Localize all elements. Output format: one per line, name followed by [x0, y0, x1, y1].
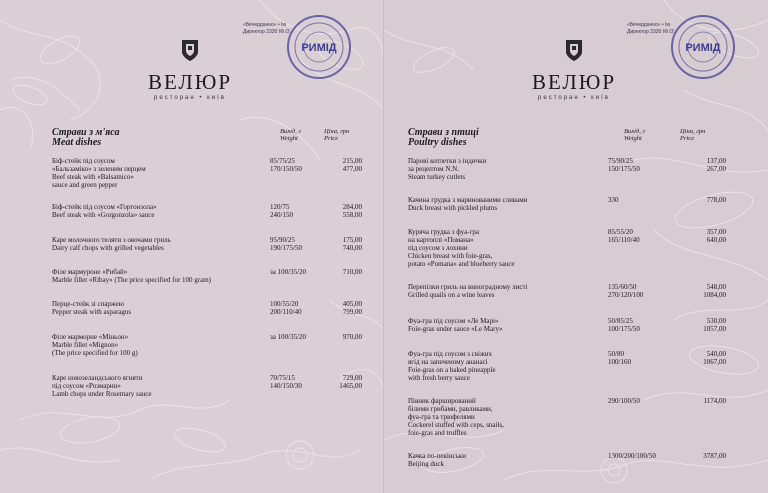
menu-item-text: 1465,00 [339, 382, 362, 390]
menu-item-text: 150/175/50 [608, 165, 640, 173]
menu-item-text: sauce and green pepper [52, 181, 118, 189]
menu-item-text: Півник фарширований [408, 397, 476, 405]
menu-page-poultry [384, 0, 768, 493]
menu-item-text: 1067,00 [703, 358, 726, 366]
menu-item-text: Beef steak with «Gorgonzola» sauce [52, 211, 155, 219]
official-stamp [286, 14, 352, 80]
menu-item-text: 240/150 [270, 211, 293, 219]
menu-item-text: 290/100/50 [608, 397, 640, 405]
menu-item-text: 357,00 [706, 228, 726, 236]
menu-item-text: 70/75/15 [270, 374, 295, 382]
menu-item-text: 165/110/40 [608, 236, 640, 244]
menu-item-text: Dairy calf chops with grilled vegetables [52, 244, 164, 252]
menu-item-text: 970,00 [342, 333, 362, 341]
menu-item-text: Фуа-гра під соусом «Ле Марі» [408, 317, 499, 325]
section-title-en: Poultry dishes [408, 137, 467, 148]
menu-item-text: Duck breast with pickled plums [408, 204, 498, 212]
menu-item-text: Pepper steak with asparagus [52, 308, 132, 316]
menu-item [52, 236, 362, 252]
brand-tagline: ресторан • київ [538, 95, 610, 101]
menu-item [408, 317, 738, 333]
menu-item-text: «Бальзаміко» з зеленим перцем [52, 165, 146, 173]
weight-column-header: Вихід, г Weight [624, 128, 645, 142]
menu-item-text: 558,00 [342, 211, 362, 219]
menu-item-text: 50/80 [608, 350, 624, 358]
menu-item-text: Каре молочного теляти з овочами гриль [52, 236, 171, 244]
menu-item-text: 540,00 [706, 350, 726, 358]
menu-item-text: foie-gras and truffles [408, 429, 467, 437]
menu-item-text: 100/55/20 [270, 300, 299, 308]
menu-item [52, 203, 362, 219]
svg-text:РИМІД: РИМІД [301, 42, 337, 54]
menu-item-text: 1084,00 [703, 291, 726, 299]
price-column-header: Ціна, грн Price [324, 128, 350, 142]
section-title-en: Meat dishes [52, 137, 102, 148]
menu-item-text: 270/120/100 [608, 291, 644, 299]
menu-item [52, 268, 362, 284]
menu-item-text: 548,00 [706, 283, 726, 291]
menu-item [408, 350, 738, 382]
menu-item-text: 190/175/50 [270, 244, 302, 252]
menu-item-text: 75/90/25 [608, 157, 633, 165]
menu-item-text: ягід на запеченому ананасі [408, 358, 488, 366]
stamp-caption: «Вечерданно» • Ію Директор 3330 ІФ.ІЗ [627, 22, 674, 35]
menu-item-text: за 100/35/20 [270, 268, 307, 276]
menu-item-text: Філе марморне «Міньон» [52, 333, 129, 341]
brand-name: ВЕЛЮР [531, 70, 617, 94]
menu-item-text: 120/75 [270, 203, 290, 211]
menu-item-text: Біф-стейк під соусом «Горгонзола» [52, 203, 157, 211]
menu-item-text: Філе мармуроне «Рибай» [52, 268, 128, 276]
menu-item-text: за рецептом N.N. [408, 165, 459, 173]
section-header-poultry [408, 128, 718, 148]
menu-item-text: 330 [608, 196, 619, 204]
menu-item-text: 85/55/20 [608, 228, 633, 236]
menu-item-text: Cockerel stuffed with ceps, snails, [408, 421, 504, 429]
menu-item-text: 200/110/40 [270, 308, 302, 316]
menu-item-text: 799,00 [342, 308, 362, 316]
menu-item-text: 215,00 [342, 157, 362, 165]
menu-item-text: 135/60/50 [608, 283, 637, 291]
menu-item-text: Каре новозеландського ягняти [52, 374, 143, 382]
menu-item-text: 710,00 [342, 268, 362, 276]
menu-item-text: Foie-gras under sauce «Le Mary» [408, 325, 503, 333]
menu-item-text: potato «Pomana» and blueberry sauce [408, 260, 515, 268]
menu-item-text: Біф-стейк під соусом [52, 157, 115, 165]
menu-item-text: Foie-gras on a baked pineapple [408, 366, 496, 374]
menu-item-text: 175,00 [342, 236, 362, 244]
menu-item-text: 778,00 [706, 196, 726, 204]
menu-item-text: 1057,00 [703, 325, 726, 333]
menu-item-text: під соусом з лохини [408, 244, 468, 252]
menu-item-text: 1300/200/100/50 [608, 452, 656, 460]
menu-item [52, 333, 362, 357]
menu-item [52, 157, 362, 189]
crest-icon [179, 38, 201, 62]
section-header-meat [52, 128, 362, 148]
menu-item-text: Marble fillet «Ribay» (The price specified for 100 gram) [52, 276, 211, 284]
crest-icon [563, 38, 585, 62]
menu-item-text: Beijing duck [408, 460, 444, 468]
menu-item-text: Качина грудка з маринованими сливами [408, 196, 528, 204]
menu-item-text: (The price specified for 100 g) [52, 349, 138, 357]
menu-item-text: 267,00 [706, 165, 726, 173]
menu-item [408, 157, 738, 181]
menu-item-text: Grilled quails on a wine leaves [408, 291, 495, 299]
menu-item-text: Steam turkey cutlets [408, 173, 466, 181]
menu-item-text: Перце-стейк зі спаржею [52, 300, 125, 308]
menu-item [408, 196, 738, 212]
menu-item-text: Фуа-гра під соусом з свіжих [408, 350, 493, 358]
menu-item-text: 284,00 [342, 203, 362, 211]
menu-item-text: with fresh berry sauce [408, 374, 471, 382]
menu-item-text: 3787,00 [703, 452, 726, 460]
menu-item-text: за 100/35/20 [270, 333, 307, 341]
brand-tagline: ресторан • київ [154, 95, 226, 101]
menu-item-text: 137,00 [706, 157, 726, 165]
menu-item-text: на картоплі «Помана» [408, 236, 474, 244]
svg-text:РИМІД: РИМІД [685, 42, 721, 54]
menu-item-text: Перепілки гриль на виноградному листі [408, 283, 528, 291]
menu-item-text: 50/85/25 [608, 317, 633, 325]
menu-item-text: білими грибами, равликами, [408, 405, 493, 413]
menu-item-text: Парові котлетки з індички [408, 157, 487, 165]
price-column-header: Ціна, грн Price [680, 128, 706, 142]
menu-item-text: Куряча грудка з фуа-гра [408, 228, 479, 236]
menu-item-text: 1174,00 [703, 397, 726, 405]
menu-item [408, 283, 738, 299]
menu-item [408, 452, 738, 468]
menu-item-text: 477,00 [342, 165, 362, 173]
menu-item-text: 95/90/25 [270, 236, 295, 244]
official-stamp [670, 14, 736, 80]
menu-item-text: під соусом «Розмарин» [52, 382, 121, 390]
menu-item [52, 374, 362, 398]
menu-item-text: 740,00 [342, 244, 362, 252]
menu-item-text: фуа-гра та трюфелями [408, 413, 475, 421]
menu-item-text: 405,00 [342, 300, 362, 308]
restaurant-logo [145, 38, 235, 101]
section-title-ua: Страви з птиці [408, 127, 479, 138]
menu-item-text: 140/150/30 [270, 382, 302, 390]
menu-item-text: Beef steak with «Balsamico» [52, 173, 134, 181]
stamp-caption: «Вечерданно» • Ію Директор 3330 ІФ.ІЗ [243, 22, 290, 35]
section-title-ua: Страви з м'яса [52, 127, 120, 138]
menu-item-text: 100/175/50 [608, 325, 640, 333]
brand-name: ВЕЛЮР [147, 70, 233, 94]
menu-item-text: 100/160 [608, 358, 631, 366]
menu-item-text: Marble fillet «Mignon» [52, 341, 119, 349]
menu-item-text: 640,00 [706, 236, 726, 244]
menu-item-text: 729,00 [342, 374, 362, 382]
menu-item [52, 300, 362, 316]
menu-item [408, 397, 738, 437]
menu-item [408, 228, 738, 268]
menu-item-text: Chicken breast with foie-gras, [408, 252, 493, 260]
menu-item-text: 170/150/50 [270, 165, 302, 173]
menu-item-text: 530,00 [706, 317, 726, 325]
weight-column-header: Вихід, г Weight [280, 128, 301, 142]
menu-item-text: Lamb chops under Rosemary sauce [52, 390, 152, 398]
restaurant-logo [529, 38, 619, 101]
menu-item-text: Качка по-пекінськи [408, 452, 467, 460]
menu-item-text: 85/75/25 [270, 157, 295, 165]
